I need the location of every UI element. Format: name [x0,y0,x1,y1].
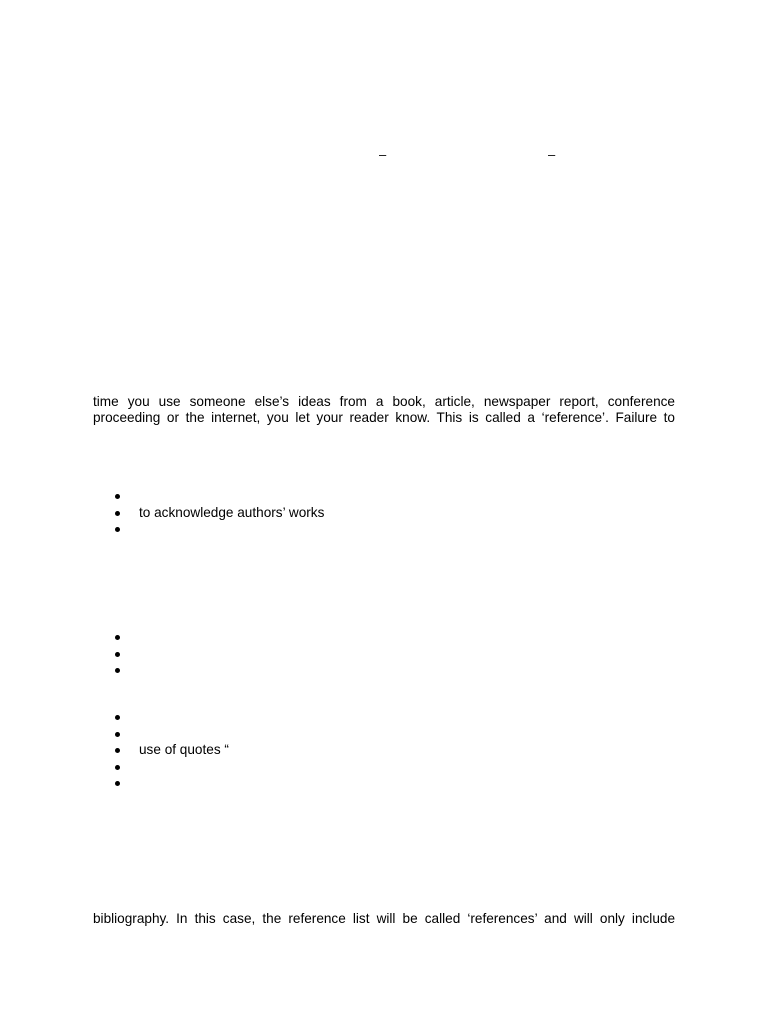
list-item [93,662,675,679]
paragraph-line: time you use someone else’s ideas from a book, article, newspaper report, conference [93,394,675,409]
paragraph-line: bibliography. In this case, the reference list will be called ‘references’ and will only include [93,911,675,926]
referencing-paragraph [93,394,675,426]
list-item [93,709,675,726]
third-bullet-list [93,709,675,792]
reasons-bullet-list [93,488,675,538]
dash-mark: – [548,147,556,162]
bibliography-paragraph [93,911,675,927]
list-item-text: to acknowledge authors’ works [139,504,325,520]
bullet-icon [115,494,120,499]
bullet-icon [115,781,120,786]
bullet-icon [115,668,120,673]
bullet-icon [115,765,120,770]
list-item [93,726,675,743]
second-bullet-list [93,629,675,679]
list-item [93,775,675,792]
list-item [93,646,675,663]
list-item [93,629,675,646]
paragraph-line: proceeding or the internet, you let your reader know. This is called a ‘reference’. Failure to [93,410,675,425]
bullet-icon [115,511,120,516]
bullet-icon [115,748,120,753]
bullet-icon [115,652,120,657]
list-item [93,505,675,522]
bullet-icon [115,527,120,532]
bullet-icon [115,715,120,720]
dash-mark: – [379,147,387,162]
list-item [93,488,675,505]
bullet-icon [115,732,120,737]
list-item [93,742,675,759]
list-item [93,759,675,776]
list-item-text: use of quotes “ [139,742,229,757]
bullet-icon [115,635,120,640]
list-item [93,521,675,538]
